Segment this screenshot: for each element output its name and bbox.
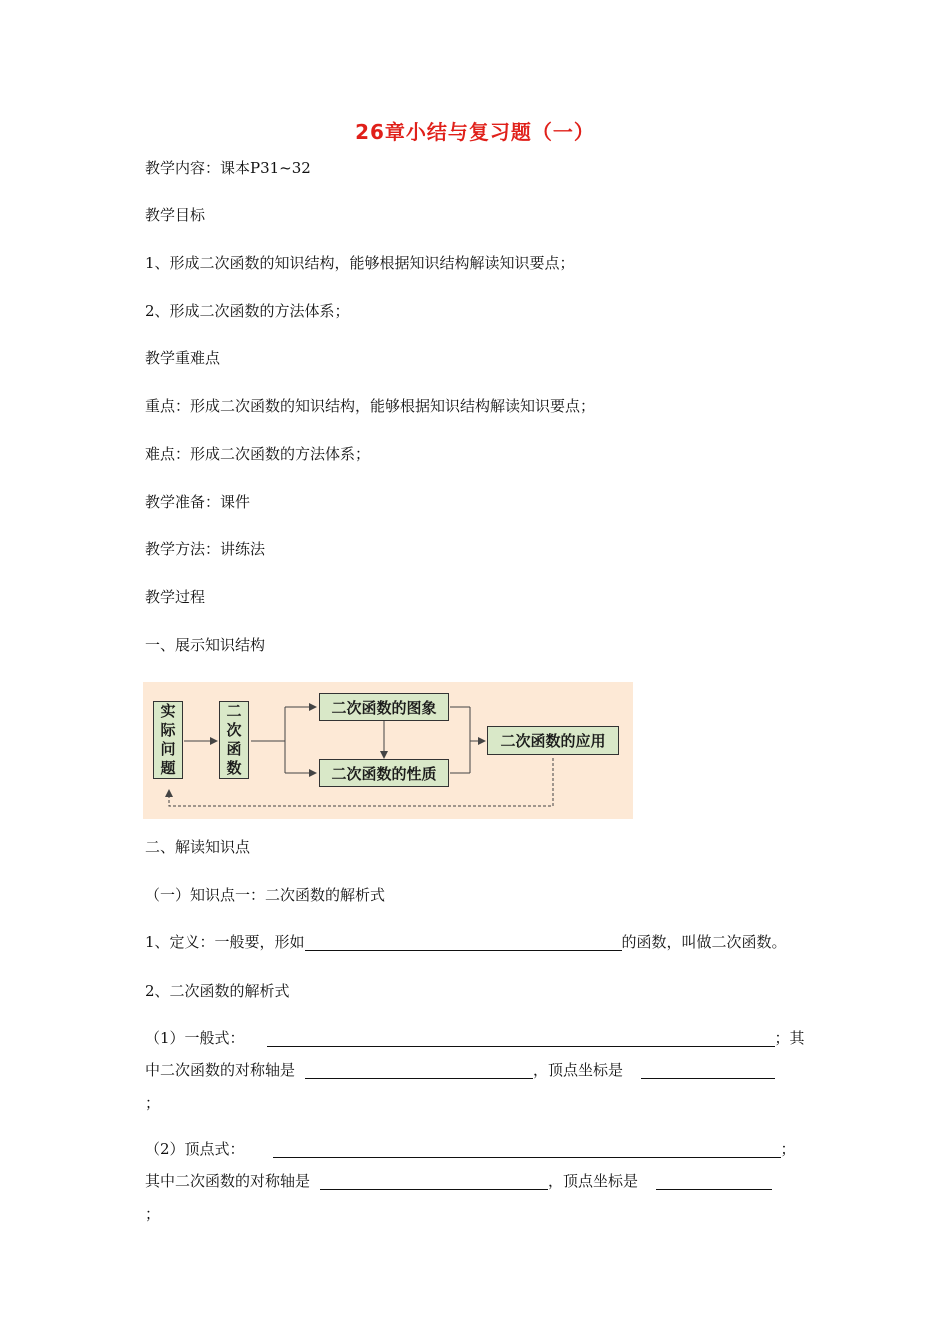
teaching-method: 教学方法：讲练法 (145, 540, 266, 558)
point-1-heading: （一）知识点一：二次函数的解析式 (145, 886, 386, 904)
document-title: 26章小结与复习题（一） (355, 120, 595, 144)
key-heading: 教学重难点 (145, 349, 221, 367)
vertex-axis-blank[interactable] (320, 1173, 548, 1190)
box-real-problem: 实 际 问 题 (153, 701, 183, 779)
vertex-vertex-blank[interactable] (656, 1173, 772, 1190)
general-form-line: （1）一般式： ；其 (145, 1029, 805, 1047)
key-point: 重点：形成二次函数的知识结构，能够根据知识结构解读知识要点； (145, 397, 596, 415)
semicolon-1: ； (145, 1094, 161, 1112)
process-heading: 教学过程 (145, 588, 206, 606)
general-axis-blank[interactable] (305, 1062, 533, 1079)
vertex-form-line: （2）顶点式： ； (145, 1140, 796, 1158)
definition-line: 1、定义：一般要，形如 的函数，叫做二次函数。 (145, 933, 787, 951)
knowledge-structure-diagram (143, 682, 633, 819)
definition-blank[interactable] (305, 934, 622, 951)
vertex-form-blank[interactable] (273, 1141, 781, 1158)
general-vertex-blank[interactable] (641, 1062, 775, 1079)
section-1-heading: 一、展示知识结构 (145, 636, 266, 654)
general-axis-line: 中二次函数的对称轴是 ，顶点坐标是 (145, 1060, 775, 1080)
goal-2: 2、形成二次函数的方法体系； (145, 302, 350, 320)
box-function-graph: 二次函数的图象 (319, 693, 449, 721)
general-form-blank[interactable] (267, 1030, 775, 1047)
goal-1: 1、形成二次函数的知识结构，能够根据知识结构解读知识要点； (145, 254, 575, 272)
box-quadratic-function: 二 次 函 数 (219, 701, 249, 779)
section-2-heading: 二、解读知识点 (145, 838, 251, 856)
teaching-prep: 教学准备：课件 (145, 493, 251, 511)
difficulty-point: 难点：形成二次函数的方法体系； (145, 445, 371, 463)
semicolon-2: ； (145, 1205, 161, 1223)
box-function-application: 二次函数的应用 (487, 726, 619, 755)
teaching-content: 教学内容：课本P31~32 (145, 159, 311, 177)
box-function-property: 二次函数的性质 (319, 759, 449, 787)
analytic-heading: 2、二次函数的解析式 (145, 982, 290, 1000)
goal-heading: 教学目标 (145, 206, 206, 224)
vertex-axis-line: 其中二次函数的对称轴是 ，顶点坐标是 (145, 1171, 772, 1191)
